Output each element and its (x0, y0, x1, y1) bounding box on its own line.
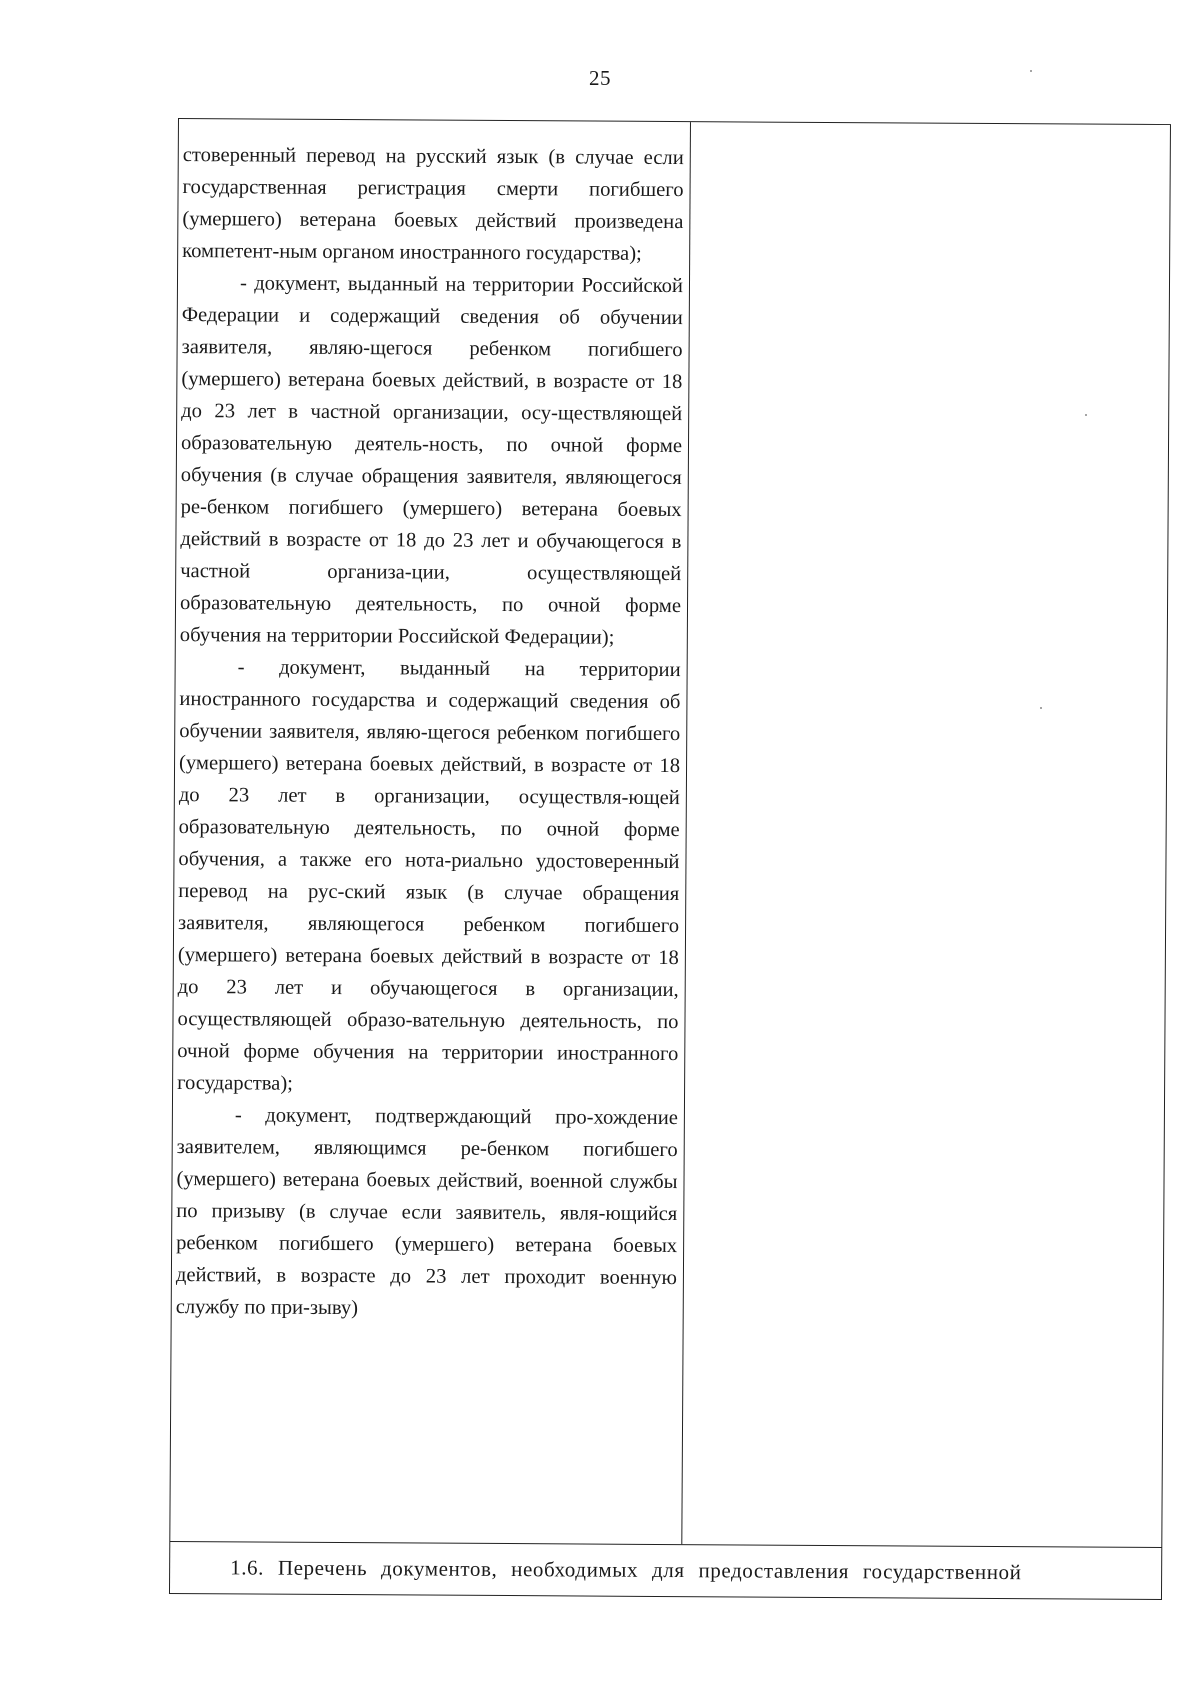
section-heading-1-6: 1.6. Перечень документов, необходимых для предоставления государственной (230, 1555, 1022, 1585)
document-table (169, 118, 1171, 1600)
page-number: 25 (589, 66, 611, 90)
paragraph-russian-education-document: - документ, выданный на территории Российской Федерации и содержащий сведения об обучении заявителя, являю-щегося ребенком погибшего (умершего) ветерана боевых действий, в возрасте от 18 до 23 лет в частной организации, осу-ществляющей образовательную деятель-ность, по очной форме обучения (в случае обращения заявителя, являющегося ре-бенком погибшего (умершего) ветерана боевых действий в возрасте от 18 до 23 лет и обучающегося в частной организа-ции, осуществляющей образовательную деятельность, по очной форме обучения на территории Российской Федерации); (179, 272, 684, 649)
scan-speck (1030, 70, 1032, 72)
scan-speck (1085, 414, 1087, 416)
paragraph-foreign-education-document: - документ, выданный на территории иностранного государства и содержащий сведения об обучении заявителя, являю-щегося ребенком погибшего (умершего) ветерана боевых действий, в возрасте от 18 до 23 лет в организации, осуществля-ющей образовательную деятельность, по очной форме обучения, а также его нота-риально удостоверенный перевод на рус-ский язык (в случае обращения заявителя, являющегося ребенком погибшего (умершего) ветерана боевых действий в возрасте от 18 до 23 лет и обучающегося в организации, осуществляющей образо-вательную деятельность, по очной форме обучения на территории иностранного государства); (177, 656, 681, 1095)
table-row (169, 118, 1171, 1548)
table-cell-right (682, 122, 1170, 1547)
paragraph-continuation: стоверенный перевод на русский язык (в случае если государственная регистрация смерти погибшего (умершего) ветерана боевых действий произведена компетент-ным органом иностранного государства); (182, 144, 684, 265)
table-cell-left (170, 119, 691, 1544)
scan-speck (1040, 707, 1042, 709)
paragraph-military-service-document: - документ, подтверждающий про-хождение заявителем, являющимся ре-бенком погибшего (умершего) ветерана боевых действий, военной службы по призыву (в случае если заявитель, явля-ющийся ребенком погибшего (умершего) ветерана боевых действий, в возрасте до 23 лет проходит военную службу по при-зыву) (175, 1104, 678, 1320)
table-row-footer (169, 1542, 1162, 1600)
